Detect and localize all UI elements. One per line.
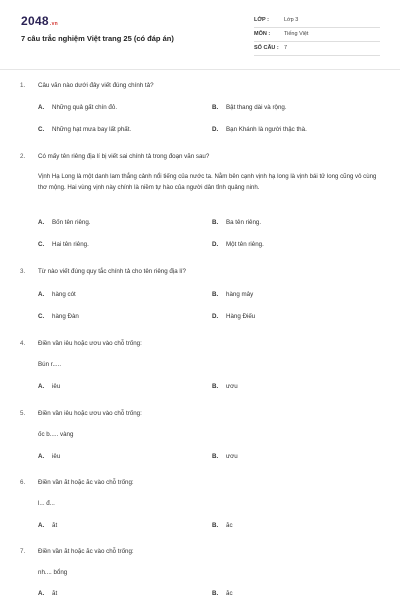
option-letter: C. — [38, 126, 45, 133]
option-text: Một tên riêng. — [226, 241, 264, 248]
option-text: Bốn tên riêng. — [52, 219, 91, 226]
question-number: 2. — [20, 153, 26, 160]
worksheet-title: 7 câu trắc nghiệm Việt trang 25 (có đáp án) — [21, 34, 174, 43]
question-prompt: Bún r..... — [38, 361, 62, 368]
option-text: Bật thang dài và rộng. — [226, 104, 287, 111]
option-letter: A. — [38, 219, 45, 226]
worksheet-header — [0, 0, 400, 62]
option-d[interactable] — [212, 126, 307, 133]
option-text: Hai tên riêng. — [52, 241, 89, 248]
option-b[interactable] — [212, 219, 261, 226]
option-letter: B. — [212, 291, 219, 298]
option-b[interactable] — [212, 590, 233, 597]
option-b[interactable] — [212, 522, 233, 529]
option-text: ươu — [226, 453, 238, 460]
option-letter: D. — [212, 126, 219, 133]
option-a[interactable] — [38, 104, 117, 111]
option-text: ươu — [226, 383, 238, 390]
option-b[interactable] — [212, 383, 238, 390]
option-text: ăt — [52, 522, 58, 529]
option-text: Những hạt mưa bay lất phất. — [52, 126, 132, 133]
option-text: ăc — [226, 522, 233, 529]
meta-class-label: LỚP : — [254, 17, 269, 23]
option-text: Hàng Điếu — [226, 313, 256, 320]
option-b[interactable] — [212, 291, 253, 298]
option-c[interactable] — [38, 313, 79, 320]
logo-suffix: .vn — [49, 21, 59, 27]
question-number: 3. — [20, 268, 26, 275]
question-number: 1. — [20, 82, 26, 89]
question-text: Có mấy tên riêng địa lí bị viết sai chính tả trong đoạn văn sau? — [38, 153, 210, 160]
option-letter: B. — [212, 383, 219, 390]
option-letter: D. — [212, 313, 219, 320]
question-number: 4. — [20, 340, 26, 347]
option-letter: A. — [38, 522, 45, 529]
question-text: Điền vần ăt hoặc ăc vào chỗ trống: — [38, 479, 134, 486]
meta-count-label: SỐ CÂU : — [254, 45, 279, 51]
option-text: hàng Đàn — [52, 313, 79, 320]
question-number: 7. — [20, 548, 26, 555]
question-text: Điền vần iêu hoặc ươu vào chỗ trống: — [38, 340, 142, 347]
option-text: ăc — [226, 590, 233, 597]
option-a[interactable] — [38, 522, 57, 529]
meta-class-value: Lớp 3 — [284, 17, 299, 23]
option-letter: B. — [212, 219, 219, 226]
option-c[interactable] — [38, 241, 89, 248]
meta-count-row — [254, 42, 380, 56]
option-c[interactable] — [38, 126, 131, 133]
meta-class-row — [254, 14, 380, 28]
meta-subject-value: Tiếng Việt — [284, 31, 309, 37]
question-number: 6. — [20, 479, 26, 486]
option-letter: B. — [212, 522, 219, 529]
option-letter: D. — [212, 241, 219, 248]
option-letter: A. — [38, 453, 45, 460]
meta-subject-row — [254, 28, 380, 42]
option-text: hàng cót — [52, 291, 76, 298]
option-letter: A. — [38, 104, 45, 111]
option-letter: A. — [38, 590, 45, 597]
option-letter: B. — [212, 453, 219, 460]
option-letter: C. — [38, 313, 45, 320]
reading-passage: Vịnh Hạ Long là một danh lam thắng cảnh nổi tiếng của nước ta. Nằm bên cạnh vịnh hạ long là vịnh bái tử long cũng vô cùng thơ mộng. Hai vùng vịnh này chính là niềm tự hào của người dân tỉnh quảng ninh. — [38, 173, 377, 191]
option-text: ăt — [52, 590, 58, 597]
question-prompt: nh.... bổng — [38, 569, 68, 576]
question-prompt: l... đ... — [38, 500, 55, 507]
option-a[interactable] — [38, 291, 76, 298]
meta-count-value: 7 — [284, 45, 288, 51]
option-b[interactable] — [212, 453, 238, 460]
option-text: Những quả gất chín đỏ. — [52, 104, 118, 111]
option-text: Bạn Khánh là người thậc thà. — [226, 126, 307, 133]
option-a[interactable] — [38, 453, 60, 460]
option-b[interactable] — [212, 104, 287, 111]
option-letter: A. — [38, 291, 45, 298]
question-text: Điền vần iêu hoặc ươu vào chỗ trống: — [38, 410, 142, 417]
option-d[interactable] — [212, 241, 264, 248]
option-text: hàng mây — [226, 291, 254, 298]
option-a[interactable] — [38, 219, 91, 226]
option-d[interactable] — [212, 313, 255, 320]
option-text: Ba tên riêng. — [226, 219, 262, 226]
option-letter: C. — [38, 241, 45, 248]
meta-subject-label: MÔN : — [254, 31, 271, 37]
option-letter: B. — [212, 590, 219, 597]
site-logo[interactable] — [21, 14, 58, 28]
option-text: iêu — [52, 453, 61, 460]
question-prompt: ốc b..... vàng — [38, 431, 74, 438]
question-text: Từ nào viết đúng quy tắc chính tả cho tên riêng địa lí? — [38, 268, 186, 275]
question-text: Điền vần ăt hoặc ăc vào chỗ trống: — [38, 548, 134, 555]
option-a[interactable] — [38, 383, 60, 390]
option-a[interactable] — [38, 590, 57, 597]
option-letter: A. — [38, 383, 45, 390]
logo-text: 2048 — [21, 14, 49, 28]
option-text: iêu — [52, 383, 61, 390]
question-text: Câu văn nào dưới đây viết đúng chính tả? — [38, 82, 154, 89]
option-letter: B. — [212, 104, 219, 111]
question-number: 5. — [20, 410, 26, 417]
header-divider — [0, 69, 400, 70]
